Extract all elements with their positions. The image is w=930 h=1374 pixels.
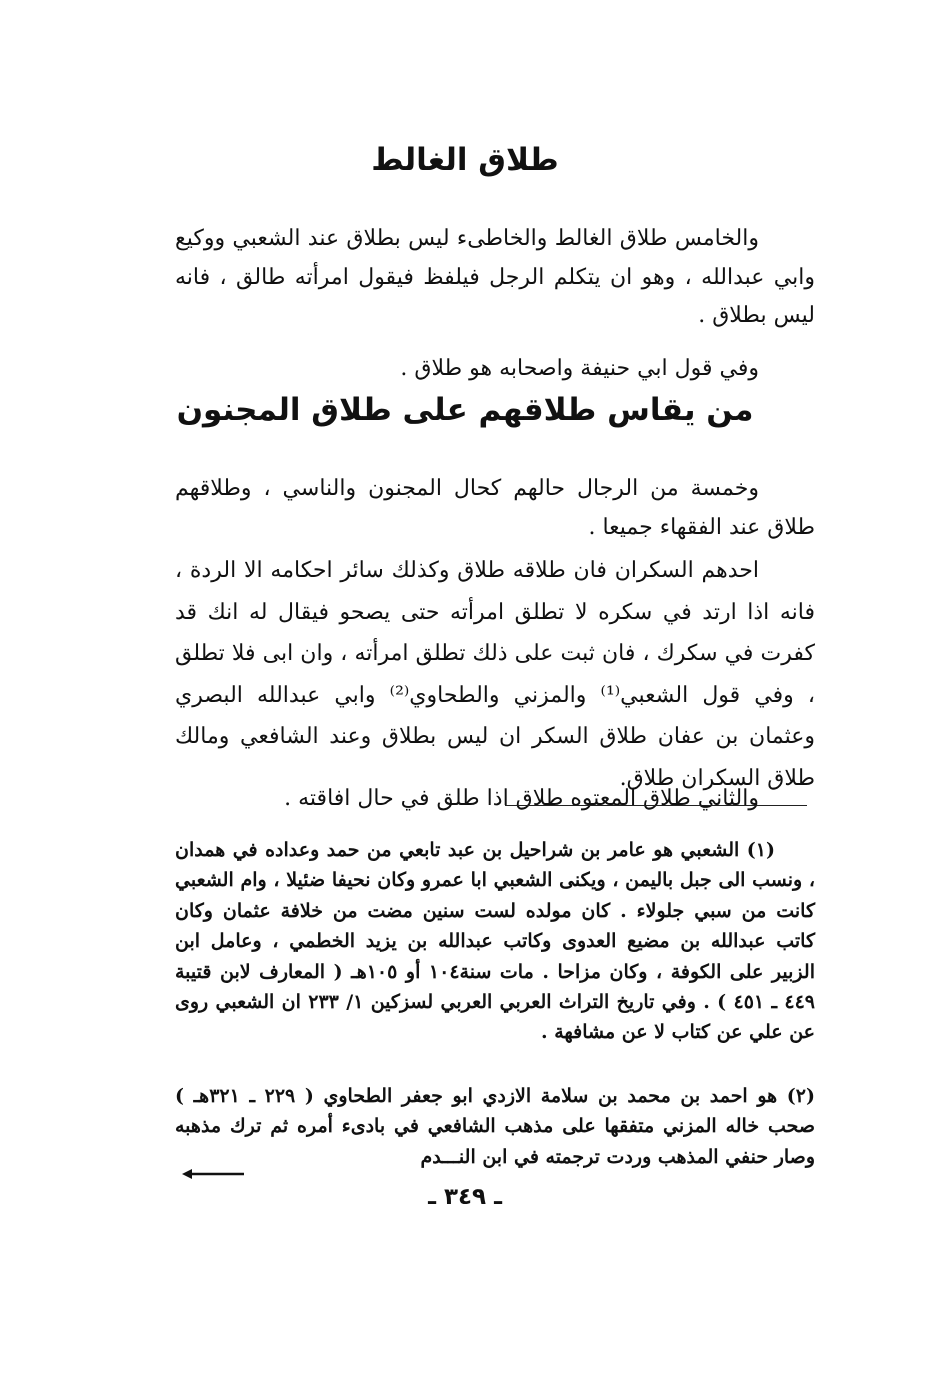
footnote-2: (٢) هو احمد بن محمد بن سلامة الازدي ابو جعفر الطحاوي ( ٢٢٩ ـ ٣٢١هـ ) صحب خاله المزني متفقها على مذهب الشافعي في بادىء أمره ثم ترك مذهبه وصار حنفي المذهب وردت ترجمته في ابن النـــدم xyxy=(175,1085,815,1168)
paragraph-five-men: وخمسة من الرجال حالهم كحال المجنون والناسي ، وطلاقهم طلاق عند الفقهاء جميعا . xyxy=(175,476,815,540)
paragraph-hanafi-opinion: وفي قول ابي حنيفة واصحابه هو طلاق . xyxy=(400,356,759,381)
paragraph-drunkard: احدهم السكران فان طلاقه طلاق وكذلك سائر احكامه الا الردة ، فانه اذا ارتد في سكره لا تطلق امرأته حتى يصحو فيقال له انك قد كفرت في سكرك ، فان ثبت على ذلك تطلق امرأته ، وان ابى فلا تطلق ، وفي قول الشعبي⁽¹⁾ والمزني والطحاوي⁽²⁾ وابي عبدالله البصري وعثمان بن عفان طلاق السكر ان ليس بطلاق وعند الشافعي ومالك طلاق السكران طلاق. xyxy=(175,558,815,791)
page-number: ـ ٣٤٩ ـ xyxy=(428,1184,502,1210)
continuation-arrow-icon xyxy=(182,1168,246,1180)
section-title-mistaken-divorce: طلاق الغالط xyxy=(371,142,559,178)
paragraph-mistaken-divorce: والخامس طلاق الغالط والخاطىء ليس بطلاق عند الشعبي ووكيع وابي عبدالله ، وهو ان يتكلم الرجل فيلفظ فيقول امرأته طالق ، فانه ليس بطلاق . xyxy=(175,226,815,328)
footnote-1: (١) الشعبي هو عامر بن شراحيل بن عبد تابعي من حمد وعداده في همدان ، ونسب الى جبل باليمن ، ويكنى الشعبي ابا عمرو وكان نحيفا ضئيلا ، وام الشعبي كانت من سبي جلولاء . كان مولده لست سنين مضت من خلافة عثمان وكان كاتب عبدالله بن مضيع العدوى وكاتب عبدالله بن يزيد الخطمي ، وعامل ابن الزبير على الكوفة ، وكان مزاحا . مات سنة١٠٤ أو ١٠٥هـ ( المعارف لابن قتيبة ٤٤٩ ـ ٤٥١ ) . وفي تاريخ التراث العربي العربي لسزكين ١/ ٢٣٣ ان الشعبي روى عن علي عن كتاب لا عن مشافهة . xyxy=(175,839,816,1044)
footnote-divider xyxy=(505,805,807,806)
paragraph-feeble-minded: والثاني طلاق المعتوه طلاق اذا طلق في حال افاقته . xyxy=(284,786,759,811)
section-title-insane-analogy: من يقاس طلاقهم على طلاق المجنون xyxy=(176,392,754,428)
